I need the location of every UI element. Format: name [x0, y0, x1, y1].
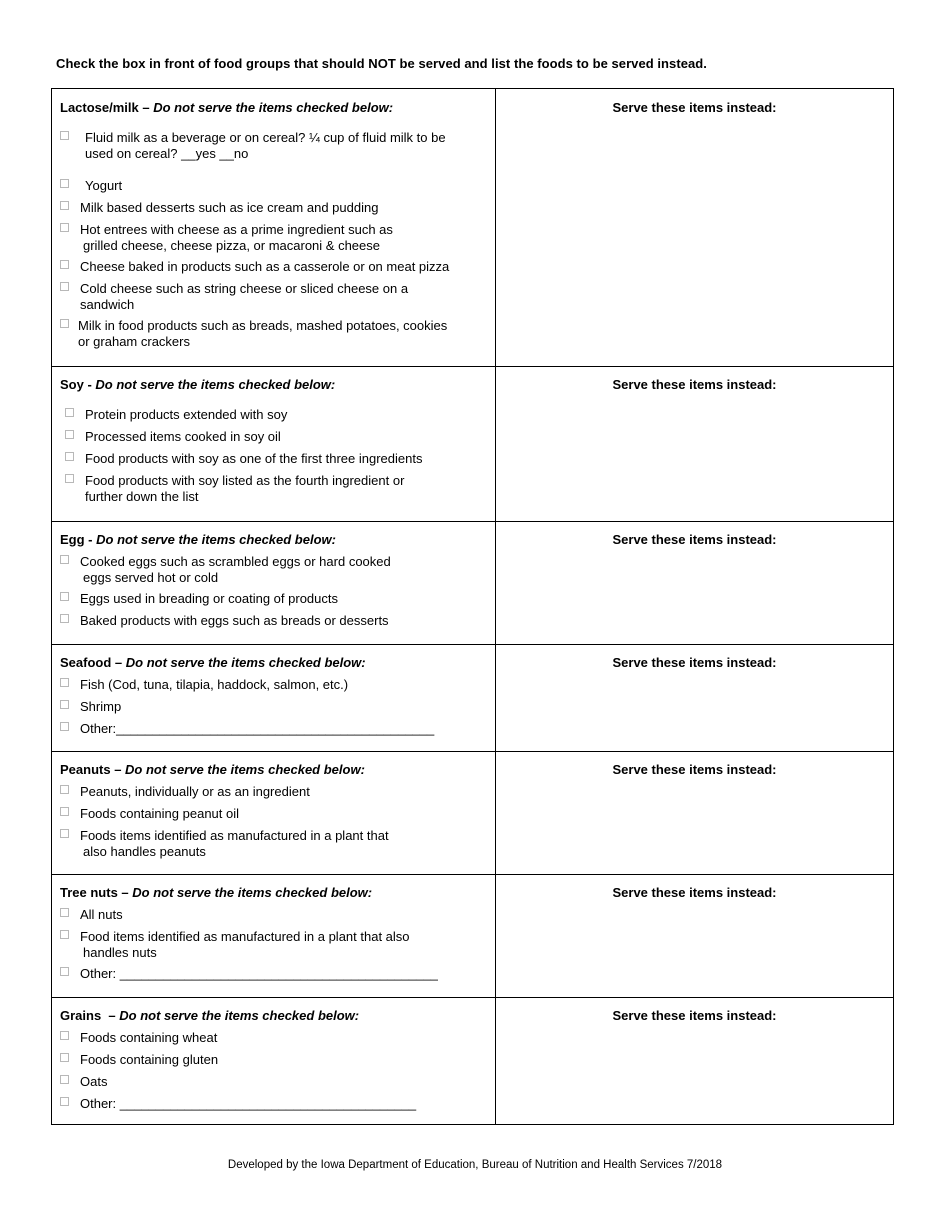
seafood-substitute-column[interactable]	[496, 645, 893, 751]
checkbox[interactable]	[60, 678, 69, 687]
serve-instead-label: Serve these items instead:	[612, 532, 777, 547]
grains-substitute-column[interactable]	[496, 998, 893, 1124]
checkbox[interactable]	[60, 223, 69, 232]
tree-nuts-substitute-column[interactable]	[496, 875, 893, 997]
checkbox[interactable]	[60, 319, 69, 328]
checkbox[interactable]	[60, 282, 69, 291]
checkbox[interactable]	[60, 131, 69, 140]
grains-section-title: Grains – Do not serve the items checked below:	[60, 1008, 360, 1023]
allergy-form-table	[51, 88, 894, 1125]
soy-section-title: Soy - Do not serve the items checked below:	[60, 377, 336, 392]
section-tree-nuts	[52, 874, 893, 997]
egg-checklist-column: Egg - Do not serve the items checked below: Cooked eggs such as scrambled eggs or hard cooked eggs served hot or cold Eggs used in breading or coating of products Baked products with eggs such as breads or desserts	[52, 522, 496, 644]
serve-instead-label: Serve these items instead:	[612, 1008, 777, 1023]
egg-substitute-column[interactable]	[496, 522, 893, 644]
section-lactose-milk	[52, 89, 893, 366]
serve-instead-label: Serve these items instead:	[612, 100, 777, 115]
checkbox[interactable]	[60, 614, 69, 623]
checkbox[interactable]	[60, 1053, 69, 1062]
checkbox[interactable]	[65, 474, 74, 483]
section-grains	[52, 997, 893, 1124]
instruction-text: Check the box in front of food groups that should NOT be served and list the foods to be served instead.	[56, 56, 707, 71]
checkbox[interactable]	[60, 592, 69, 601]
checkbox[interactable]	[60, 785, 69, 794]
section-peanuts	[52, 751, 893, 874]
checkbox[interactable]	[60, 1075, 69, 1084]
footer-credit: Developed by the Iowa Department of Education, Bureau of Nutrition and Health Services 7/2018	[227, 1159, 723, 1171]
section-egg	[52, 521, 893, 644]
checkbox[interactable]	[60, 930, 69, 939]
checkbox[interactable]	[60, 1097, 69, 1106]
soy-checklist-column: Soy - Do not serve the items checked below: Protein products extended with soy Processed items cooked in soy oil Food products with soy as one of the first three ingredients Food products with soy listed as the fourth ingredient or further down the list	[52, 367, 496, 521]
serve-instead-label: Serve these items instead:	[612, 655, 777, 670]
section-seafood	[52, 644, 893, 751]
grains-checklist-column: Grains – Do not serve the items checked below: Foods containing wheat Foods containing gluten Oats Other: _________________________________________	[52, 998, 496, 1124]
checkbox[interactable]	[60, 260, 69, 269]
peanuts-checklist-column: Peanuts – Do not serve the items checked below: Peanuts, individually or as an ingredient Foods containing peanut oil Foods items identified as manufactured in a plant that also handles peanuts	[52, 752, 496, 874]
checkbox[interactable]	[60, 179, 69, 188]
section-soy	[52, 366, 893, 521]
serve-instead-label: Serve these items instead:	[612, 762, 777, 777]
checkbox[interactable]	[65, 452, 74, 461]
checkbox[interactable]	[60, 807, 69, 816]
tree-nuts-checklist-column: Tree nuts – Do not serve the items checked below: All nuts Food items identified as manufactured in a plant that also handles nuts Other: ____________________________________________	[52, 875, 496, 997]
lactose-section-title: Lactose/milk – Do not serve the items checked below:	[60, 100, 394, 115]
checkbox[interactable]	[60, 908, 69, 917]
lactose-checklist-column: Lactose/milk – Do not serve the items checked below: Fluid milk as a beverage or on cereal? ¼ cup of fluid milk to be used on cereal? __yes __no Yogurt Milk based desserts such as ice cream and pudding Hot entrees with cheese as a prime ingredient such as grilled cheese, cheese pizza, or macaroni & cheese Cheese baked in products such as a casserole or on meat pizza Cold cheese such as string cheese or sliced cheese on a sandwich Milk in food products such as breads, mashed potatoes, cookies or graham crackers	[52, 89, 496, 366]
peanuts-section-title: Peanuts – Do not serve the items checked below:	[60, 762, 365, 777]
soy-substitute-column[interactable]	[496, 367, 893, 521]
checkbox[interactable]	[60, 700, 69, 709]
checkbox[interactable]	[60, 1031, 69, 1040]
checkbox[interactable]	[60, 967, 69, 976]
checkbox[interactable]	[65, 430, 74, 439]
checkbox[interactable]	[60, 722, 69, 731]
seafood-section-title: Seafood – Do not serve the items checked below:	[60, 655, 366, 670]
egg-section-title: Egg - Do not serve the items checked below:	[60, 532, 336, 547]
seafood-checklist-column: Seafood – Do not serve the items checked below: Fish (Cod, tuna, tilapia, haddock, salmon, etc.) Shrimp Other:____________________________________________	[52, 645, 496, 751]
serve-instead-label: Serve these items instead:	[612, 885, 777, 900]
serve-instead-label: Serve these items instead:	[612, 377, 777, 392]
checkbox[interactable]	[60, 555, 69, 564]
checkbox[interactable]	[65, 408, 74, 417]
tree-nuts-section-title: Tree nuts – Do not serve the items checked below:	[60, 885, 373, 900]
checkbox[interactable]	[60, 829, 69, 838]
lactose-substitute-column[interactable]	[496, 89, 893, 366]
peanuts-substitute-column[interactable]	[496, 752, 893, 874]
checkbox[interactable]	[60, 201, 69, 210]
